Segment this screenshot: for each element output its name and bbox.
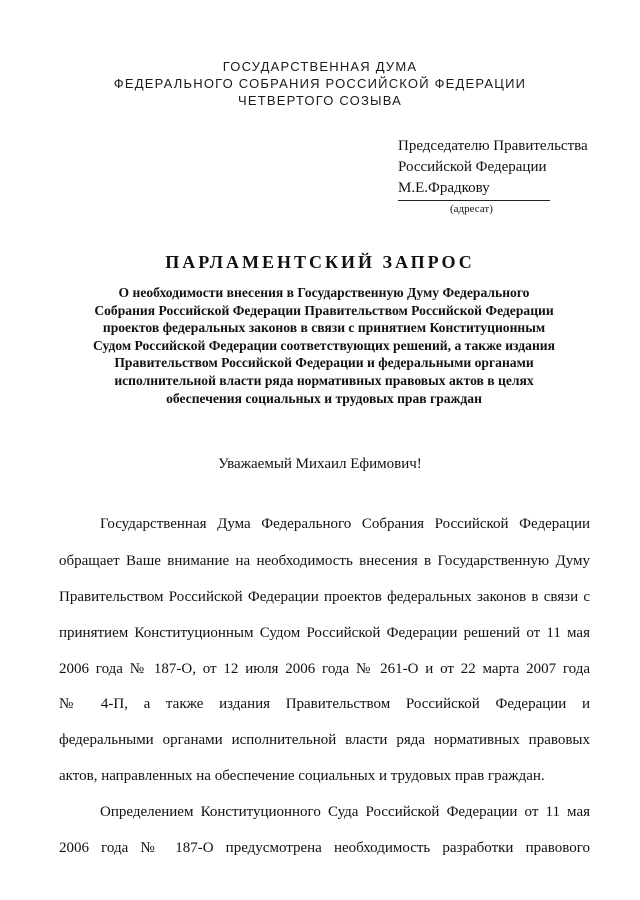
addressee-line-2: Российской Федерации xyxy=(398,159,547,175)
body-line-3: Правительством Российской Федерации проектов федеральных законов в связи с xyxy=(59,589,590,605)
salutation: Уважаемый Михаил Ефимович! xyxy=(218,456,422,472)
body-line-8: актов, направленных на обеспечение социальных и трудовых прав граждан. xyxy=(59,768,545,784)
subject-line-6: исполнительной власти ряда нормативных правовых актов в целях xyxy=(114,372,534,388)
subject-line-3: проектов федеральных законов в связи с принятием Конституционным xyxy=(102,320,546,336)
body-line-6: № 4-П, а также издания Правительством Российской Федерации и xyxy=(59,696,590,712)
org-line-2: ФЕДЕРАЛЬНОГО СОБРАНИЯ РОССИЙСКОЙ ФЕДЕРАЦИИ xyxy=(113,76,527,91)
addressee-block xyxy=(398,136,598,216)
subject-line-1: О необходимости внесения в Государственную Думу Федерального xyxy=(118,285,530,300)
addressee-line-3: М.Е.Фрадкову xyxy=(398,178,550,201)
organization-header xyxy=(0,58,640,109)
subject-line-2: Собрания Российской Федерации Правительством Российской Федерации xyxy=(94,302,554,318)
body-line-9: Определением Конституционного Суда Российской Федерации от 11 мая xyxy=(100,804,590,820)
subject-line-4: Судом Российской Федерации соответствующих решений, а также издания xyxy=(93,337,555,353)
subject-line-7: обеспечения социальных и трудовых прав граждан xyxy=(166,390,482,406)
addressee-line-1: Председателю Правительства xyxy=(398,138,588,154)
subject-line-5: Правительством Российской Федерации и федеральными органами xyxy=(114,355,534,371)
body-line-2: обращает Ваше внимание на необходимость внесения в Государственную Думу xyxy=(59,553,590,569)
body-line-4: принятием Конституционным Судом Российской Федерации решений от 11 мая xyxy=(59,625,590,641)
body-line-10: 2006 года № 187-О предусмотрена необходимость разработки правового xyxy=(59,840,590,856)
document-title: ПАРЛАМЕНТСКИЙ ЗАПРОС xyxy=(165,252,475,272)
body-line-1: Государственная Дума Федерального Собрания Российской Федерации xyxy=(100,516,590,532)
org-line-1: ГОСУДАРСТВЕННАЯ ДУМА xyxy=(222,59,418,74)
body-line-7: федеральными органами исполнительной власти ряда нормативных правовых xyxy=(59,732,590,748)
document-subject xyxy=(60,284,588,407)
org-line-3: ЧЕТВЕРТОГО СОЗЫВА xyxy=(237,93,403,108)
addressee-caption: (адресат) xyxy=(450,203,493,215)
body-line-5: 2006 года № 187-О, от 12 июля 2006 года № 261-О и от 22 марта 2007 года xyxy=(59,661,590,677)
